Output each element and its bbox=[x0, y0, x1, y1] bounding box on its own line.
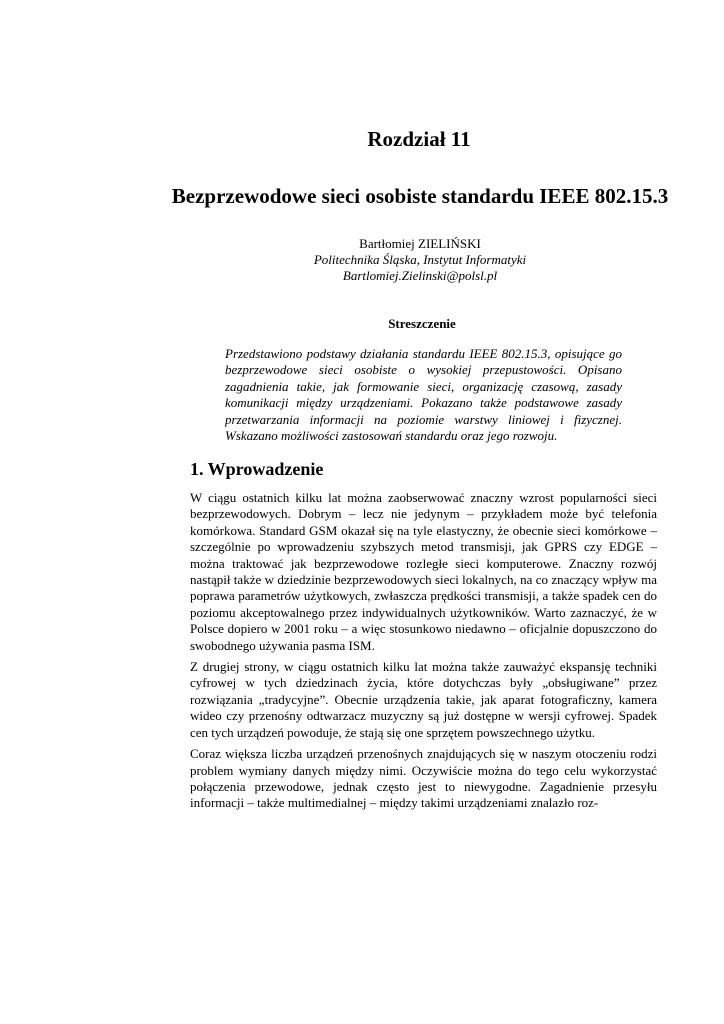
author-email: Bartlomiej.Zielinski@polsl.pl bbox=[342, 268, 498, 283]
paragraph: W ciągu ostatnich kilku lat można zaobserwować znaczny wzrost popularności sieci bezprzewodowych. Dobrym – lecz nie jedynym – przykładem może być telefonia komórkowa. Standard GSM okazał się na tyle elastyczny, że obecnie sieci komórkowe – szczególnie po wprowadzeniu szybszych metod transmisji, jak GPRS czy EDGE – można traktować jak bezprzewodowe rozległe sieci komputerowe. Znaczny rozwój nastąpił także w dziedzinie bezprzewodowych sieci lokalnych, na co znaczący wpływ ma poprawa parametrów użytkowych, zwłaszcza prędkości transmisji, a także spadek cen do poziomu akceptowalnego przez indywidualnych użytkowników. Warto zaznaczyć, że w Polsce dopiero w 2001 roku – a więc stosunkowo niedawno – oficjalnie dopuszczono do swobodnego używania pasma ISM. bbox=[190, 490, 657, 653]
section-title: 1. Wprowadzenie bbox=[190, 459, 324, 479]
paragraph: Coraz większa liczba urządzeń przenośnych znajdujących się w naszym otoczeniu rodzi problem wymiany danych między nimi. Oczywiście można do tego celu wykorzystać połączenia przewodowe, jednak często jest to niewygodne. Zagadnienie przesyłu informacji – także multimedialnej – między takimi urządzeniami znalazło roz- bbox=[190, 746, 657, 811]
author-block bbox=[0, 236, 724, 284]
chapter-heading: Rozdział 11 bbox=[367, 127, 471, 151]
author-name: Bartłomiej ZIELIŃSKI bbox=[359, 236, 481, 251]
section-body bbox=[190, 490, 657, 817]
abstract-text: Przedstawiono podstawy działania standardu IEEE 802.15.3, opisujące go bezprzewodowe sieci osobiste o wysokiej przepustowości. Opisano zagadnienia takie, jak formowanie sieci, organizację czasową, zasady komunikacji między urządzeniami. Pokazano także podstawowe zasady przetwarzania informacji na poziomie warstwy liniowej i fizycznej. Wskazano możliwości zastosowań standardu oraz jego rozwoju. bbox=[225, 346, 622, 444]
author-affiliation: Politechnika Śląska, Instytut Informatyki bbox=[313, 252, 527, 267]
abstract-heading: Streszczenie bbox=[388, 316, 456, 331]
chapter-title: Bezprzewodowe sieci osobiste standardu IEEE 802.15.3 bbox=[171, 184, 669, 208]
paragraph: Z drugiej strony, w ciągu ostatnich kilku lat można także zauważyć ekspansję techniki cyfrowej w tych dziedzinach życia, które dotychczas były „obsługiwane” przez rozwiązania „tradycyjne”. Obecnie urządzenia takie, jak aparat fotograficzny, kamera wideo czy przenośny odtwarzacz muzyczny są już dostępne w wersji cyfrowej. Spadek cen tych urządzeń powoduje, że stają się one sprzętem powszechnego użytku. bbox=[190, 659, 657, 740]
